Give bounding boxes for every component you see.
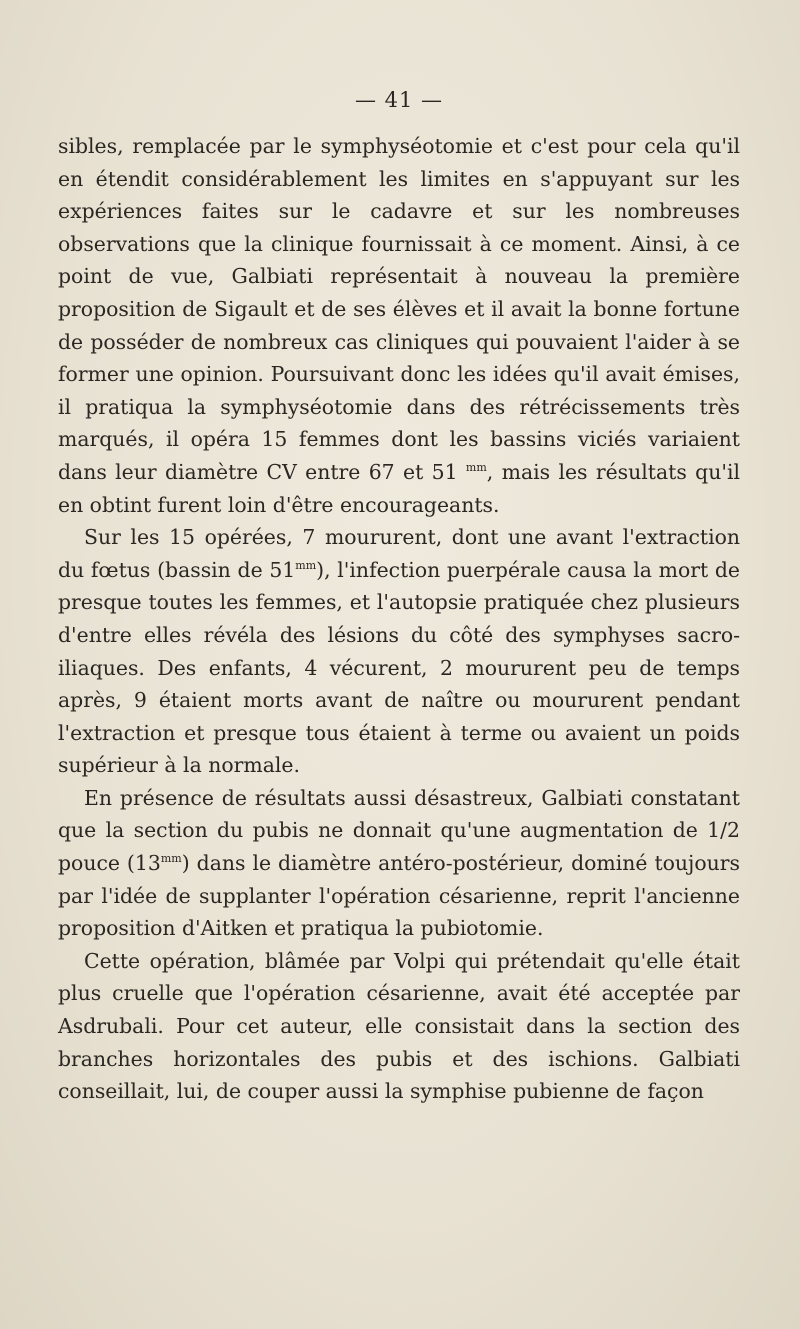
page-number: — 41 —	[354, 88, 444, 112]
unit-superscript: mm	[295, 558, 317, 572]
text-run: , mais les résultats qu'il en obtint furent loin d'être encourageants.	[58, 459, 740, 517]
text-run: ), l'infection puerpérale causa la mort de presque toutes les femmes, et l'autopsie pratiquée chez plusieurs d'entre elles révéla des lésions du côté des symphyses sacro-iliaques. Des enfants, 4 vécurent, 2 moururent peu de temps après, 9 étaient morts avant de naître ou moururent pendant l'extraction et presque tous étaient à terme ou avaient un poids supérieur à la normale.	[58, 557, 740, 778]
text-run: Cette opération, blâmée par Volpi qui prétendait qu'elle était plus cruelle que l'opération césarienne, avait été acceptée par Asdrubali. Pour cet auteur, elle consistait dans la section des branches horizontales des pubis et des ischions. Galbiati conseillait, lui, de couper aussi la symphise pubienne de façon	[58, 948, 740, 1104]
text-run: sibles, remplacée par le symphyséotomie et c'est pour cela qu'il en étendit considérablement les limites en s'appuyant sur les expériences faites sur le cadavre et sur les nombreuses observations que la clinique fournissait à ce moment. Ainsi, à ce point de vue, Galbiati représentait à nouveau la première proposition de Sigault et de ses élèves et il avait la bonne fortune de posséder de nombreux cas cliniques qui pouvaient l'aider à se former une opinion. Poursuivant donc les idées qu'il avait émises, il pratiqua la symphyséotomie dans des rétrécissements très marqués, il opéra 15 femmes dont les bassins viciés variaient dans leur diamètre CV entre 67 et 51	[58, 134, 740, 484]
paragraph-3	[58, 782, 740, 945]
text-run: ) dans le diamètre antéro-postérieur, dominé toujours par l'idée de supplanter l'opération césarienne, reprit l'ancienne proposition d'Aitken et pratiqua la pubiotomie.	[58, 851, 740, 941]
text-run: En présence de résultats aussi désastreux, Galbiati constatant que la section du pubis ne donnait qu'une augmentation de 1/2 pouce (13	[58, 785, 740, 876]
unit-superscript: mm	[465, 460, 487, 474]
paragraph-1	[58, 130, 740, 521]
paragraph-4	[58, 945, 740, 1108]
body-text	[58, 130, 740, 1108]
paragraph-2	[58, 521, 740, 782]
unit-superscript: mm	[160, 852, 182, 866]
text-run: Sur les 15 opérées, 7 moururent, dont une avant l'extraction du fœtus (bassin de 51	[58, 525, 740, 582]
